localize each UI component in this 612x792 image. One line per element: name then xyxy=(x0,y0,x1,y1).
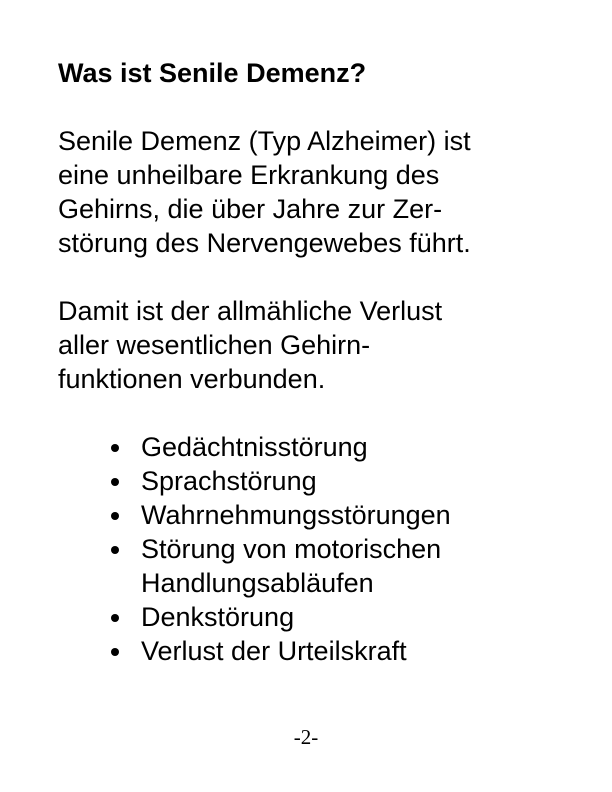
bullet-dot-icon xyxy=(111,444,119,452)
bullet-dot-icon xyxy=(111,614,119,622)
symptom-list xyxy=(58,430,578,668)
paragraph-line: funktionen verbunden. xyxy=(58,364,326,394)
bullet-dot-icon xyxy=(111,648,119,656)
paragraph-line: eine unheilbare Erkrankung des xyxy=(58,160,440,190)
list-item xyxy=(58,634,578,668)
paragraph-line: störung des Nervengewebes führt. xyxy=(58,228,471,258)
paragraph-line: aller wesentlichen Gehirn- xyxy=(58,330,371,360)
list-item-text: Verlust der Urteilskraft xyxy=(141,636,407,666)
list-item xyxy=(58,600,578,634)
page-heading: Was ist Senile Demenz? xyxy=(58,58,367,88)
intro-paragraph xyxy=(58,124,578,260)
list-item xyxy=(58,532,578,600)
bullet-dot-icon xyxy=(111,478,119,486)
bullet-dot-icon xyxy=(111,546,119,554)
list-item-text: Gedächtnisstörung xyxy=(141,432,368,462)
list-item-text: Denkstörung xyxy=(141,602,295,632)
list-item-text: Sprachstörung xyxy=(141,466,317,496)
loss-paragraph xyxy=(58,294,578,396)
list-item-text: Handlungsabläufen xyxy=(141,568,374,598)
paragraph-line: Damit ist der allmähliche Verlust xyxy=(58,296,443,326)
bullet-dot-icon xyxy=(111,512,119,520)
paragraph-line: Senile Demenz (Typ Alzheimer) ist xyxy=(58,126,471,156)
page-number: -2- xyxy=(293,725,319,749)
page-content xyxy=(58,56,578,668)
list-item xyxy=(58,464,578,498)
list-item xyxy=(58,430,578,464)
paragraph-line: Gehirns, die über Jahre zur Zer- xyxy=(58,194,443,224)
list-item-text: Wahrnehmungsstörungen xyxy=(141,500,451,530)
list-item xyxy=(58,498,578,532)
list-item-text: Störung von motorischen xyxy=(141,534,442,564)
